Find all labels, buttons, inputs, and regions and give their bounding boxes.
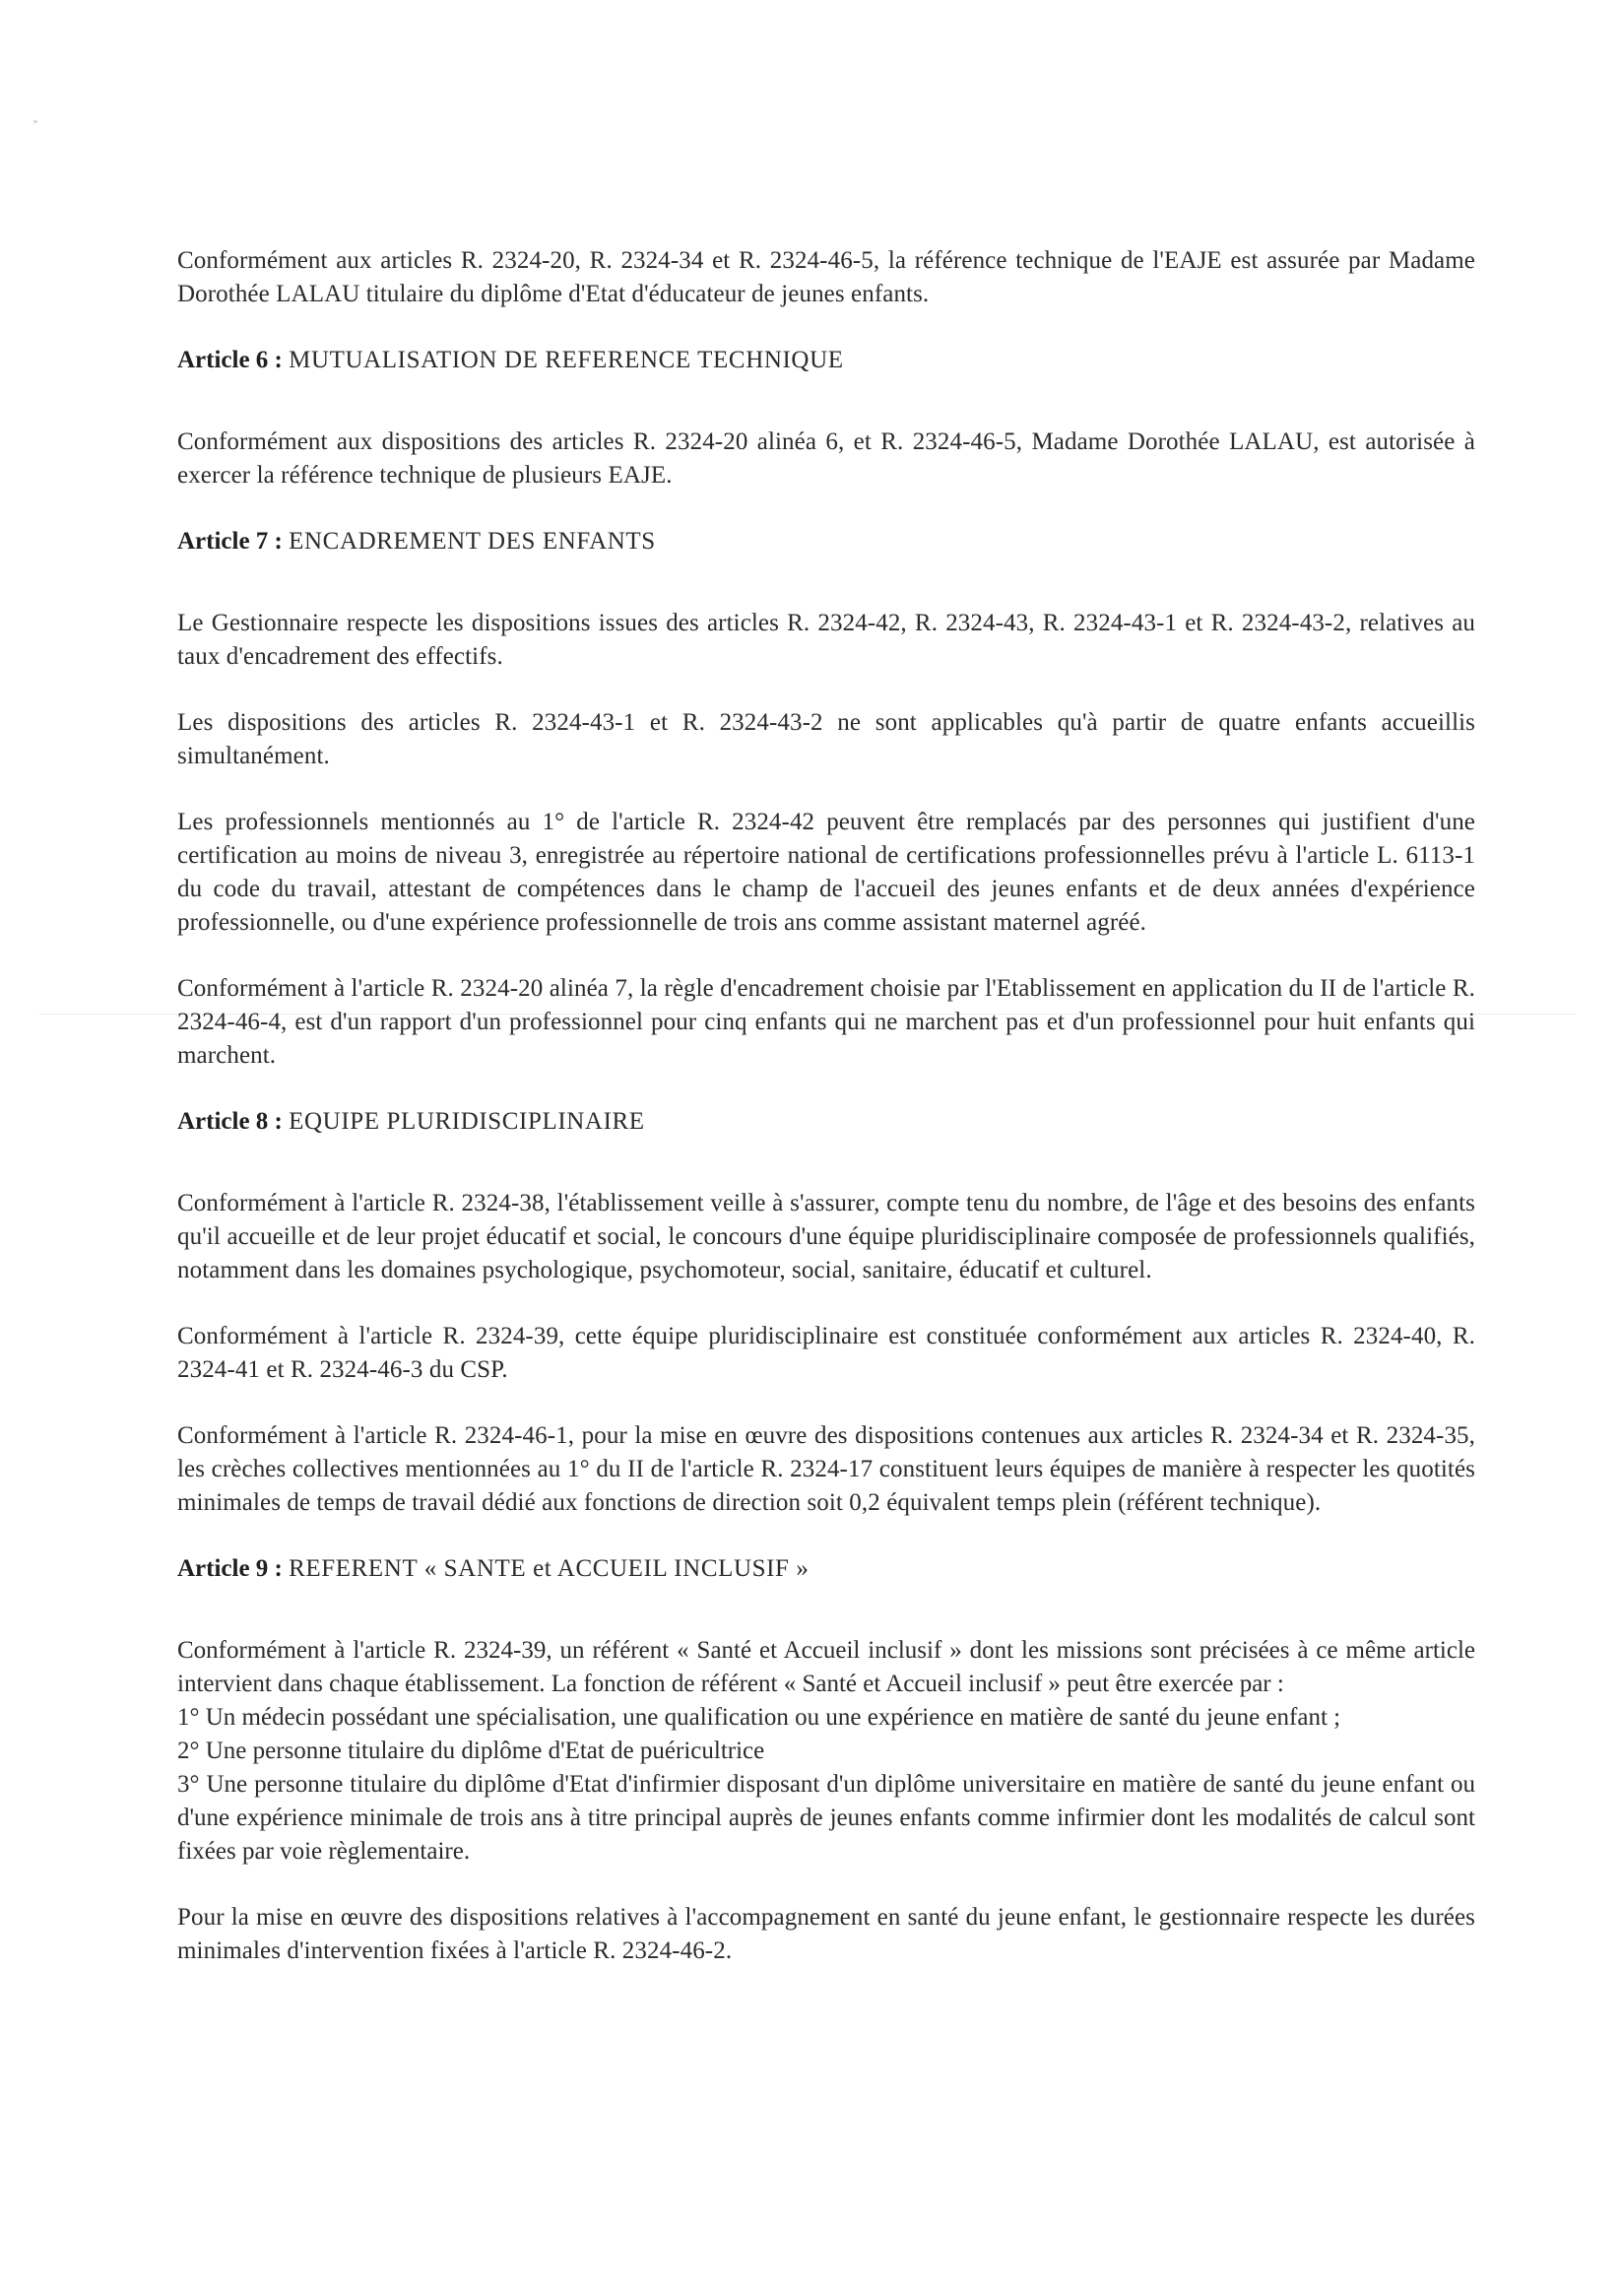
article-6-number: Article 6 : — [177, 347, 283, 373]
article-8-paragraph-3: Conformément à l'article R. 2324-46-1, pour la mise en œuvre des dispositions contenues aux articles R. 2324-34 et R. 2324-35, les crèches collectives mentionnées au 1° du II de l'article R. 2324-17 constituent leurs équipes de manière à respecter les quotités minimales de temps de travail dédié aux fonctions de direction soit 0,2 équivalent temps plein (référent technique). — [177, 1422, 1475, 1516]
article-9-number: Article 9 : — [177, 1555, 283, 1582]
article-7-title: ENCADREMENT DES ENFANTS — [289, 528, 656, 555]
article-9-heading — [177, 1552, 1475, 1586]
article-8-paragraph-1: Conformément à l'article R. 2324-38, l'établissement veille à s'assurer, compte tenu du nombre, de l'âge et des besoins des enfants qu'il accueille et de leur projet éducatif et social, le concours d'une équipe pluridisciplinaire composée de professionnels qualifiés, notamment dans les domaines psychologique, psychomoteur, social, sanitaire, éducatif et culturel. — [177, 1190, 1475, 1283]
article-7-paragraph-1: Le Gestionnaire respecte les dispositions issues des articles R. 2324-42, R. 2324-43, R. 2324-43-1 et R. 2324-43-2, relatives au taux d'encadrement des effectifs. — [177, 610, 1475, 670]
document-body — [177, 244, 1475, 2001]
article-9-list-item-3: 3° Une personne titulaire du diplôme d'Etat d'infirmier disposant d'un diplôme universitaire en matière de santé du jeune enfant ou d'une expérience minimale de trois ans à titre principal auprès de jeunes enfants comme infirmier dont les modalités de calcul sont fixées par voie règlementaire. — [177, 1771, 1475, 1865]
article-6-title: MUTUALISATION DE REFERENCE TECHNIQUE — [289, 347, 844, 373]
article-9-paragraph-1: Conformément à l'article R. 2324-39, un référent « Santé et Accueil inclusif » dont les missions sont précisées à ce même article intervient dans chaque établissement. La fonction de référent « Santé et Accueil inclusif » peut être exercée par : — [177, 1637, 1475, 1697]
article-8-title: EQUIPE PLURIDISCIPLINAIRE — [289, 1108, 645, 1135]
article-8-paragraph-2: Conformément à l'article R. 2324-39, cette équipe pluridisciplinaire est constituée conformément aux articles R. 2324-40, R. 2324-41 et R. 2324-46-3 du CSP. — [177, 1323, 1475, 1383]
article-7-paragraph-3: Les professionnels mentionnés au 1° de l'article R. 2324-42 peuvent être remplacés par des personnes qui justifient d'une certification au moins de niveau 3, enregistrée au répertoire national de certifications professionnelles prévu à l'article L. 6113-1 du code du travail, attestant de compétences dans le champ de l'accueil des jeunes enfants et de deux années d'expérience professionnelle, ou d'une expérience professionnelle de trois ans comme assistant maternel agréé. — [177, 809, 1475, 936]
article-8-number: Article 8 : — [177, 1108, 283, 1135]
article-7-paragraph-2: Les dispositions des articles R. 2324-43-1 et R. 2324-43-2 ne sont applicables qu'à partir de quatre enfants accueillis simultanément. — [177, 709, 1475, 769]
article-7-paragraph-4: Conformément à l'article R. 2324-20 alinéa 7, la règle d'encadrement choisie par l'Etablissement en application du II de l'article R. 2324-46-4, est d'un rapport d'un professionnel pour cinq enfants qui ne marchent pas et d'un professionnel pour huit enfants qui marchent. — [177, 975, 1475, 1069]
article-7-heading — [177, 525, 1475, 558]
article-6-paragraph-1: Conformément aux dispositions des articles R. 2324-20 alinéa 6, et R. 2324-46-5, Madame Dorothée LALAU, est autorisée à exercer la référence technique de plusieurs EAJE. — [177, 428, 1475, 489]
article-9-list-item-1: 1° Un médecin possédant une spécialisation, une qualification ou une expérience en matière de santé du jeune enfant ; — [177, 1704, 1341, 1731]
article-8-heading — [177, 1105, 1475, 1139]
intro-paragraph: Conformément aux articles R. 2324-20, R. 2324-34 et R. 2324-46-5, la référence technique de l'EAJE est assurée par Madame Dorothée LALAU titulaire du diplôme d'Etat d'éducateur de jeunes enfants. — [177, 247, 1475, 307]
scan-speck — [33, 120, 37, 123]
article-9-list-item-2: 2° Une personne titulaire du diplôme d'Etat de puéricultrice — [177, 1738, 765, 1764]
article-9-body — [177, 1634, 1475, 1869]
article-7-number: Article 7 : — [177, 528, 283, 555]
article-9-title: REFERENT « SANTE et ACCUEIL INCLUSIF » — [289, 1555, 810, 1582]
article-9-paragraph-2: Pour la mise en œuvre des dispositions relatives à l'accompagnement en santé du jeune enfant, le gestionnaire respecte les durées minimales d'intervention fixées à l'article R. 2324-46-2. — [177, 1904, 1475, 1964]
article-6-heading — [177, 344, 1475, 377]
